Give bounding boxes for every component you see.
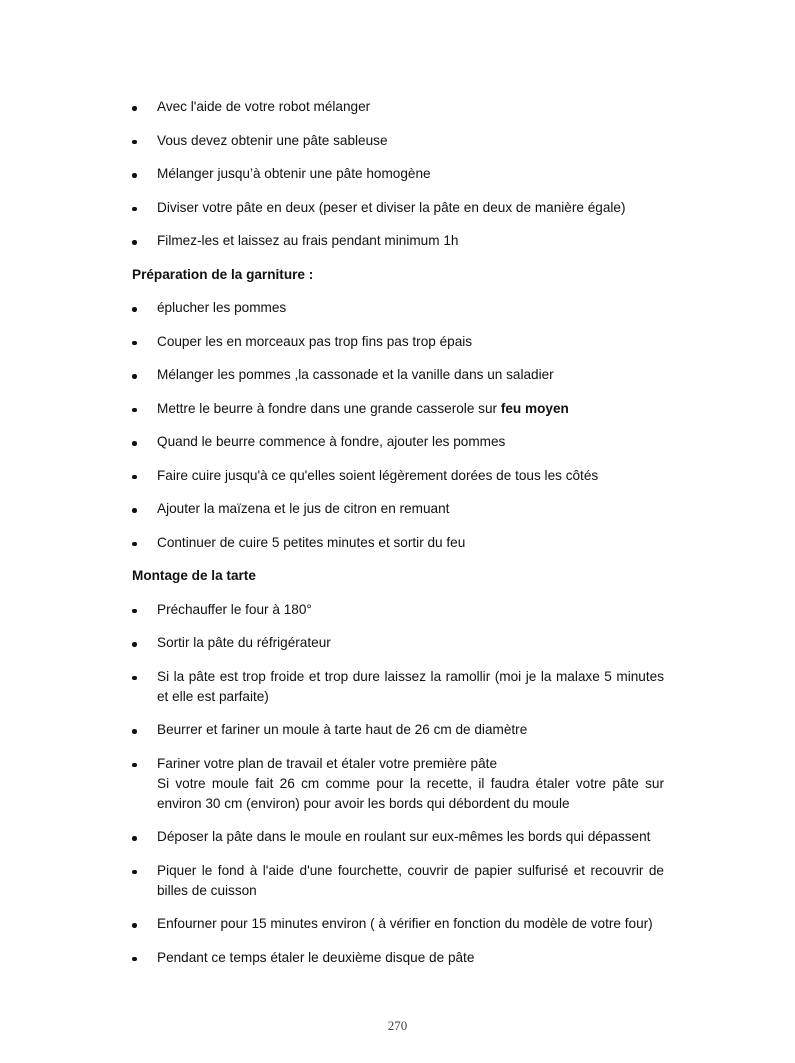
list-item: Faire cuire jusqu'à ce qu'elles soient légèrement dorées de tous les côtés — [132, 466, 664, 486]
section-heading-montage: Montage de la tarte — [132, 568, 256, 583]
bullet-icon — [132, 173, 137, 178]
bullet-icon — [132, 542, 137, 547]
bullet-icon — [132, 475, 137, 480]
list-item: éplucher les pommes — [132, 298, 664, 318]
list-item: Couper les en morceaux pas trop fins pas trop épais — [132, 332, 664, 352]
page-content — [132, 97, 664, 981]
list-item: Pendant ce temps étaler le deuxième disque de pâte — [132, 948, 664, 968]
emphasis-text: feu moyen — [500, 400, 569, 416]
bullet-icon — [132, 508, 137, 513]
list-item: Enfourner pour 15 minutes environ ( à vérifier en fonction du modèle de votre four) — [132, 914, 664, 934]
list-item: Continuer de cuire 5 petites minutes et sortir du feu — [132, 533, 664, 553]
page-number: 270 — [387, 1018, 408, 1033]
list-item: Vous devez obtenir une pâte sableuse — [132, 131, 664, 151]
bullet-icon — [132, 106, 137, 111]
bullet-icon — [132, 240, 137, 245]
list-item: Filmez-les et laissez au frais pendant minimum 1h — [132, 231, 664, 251]
list-item: Mélanger les pommes ,la cassonade et la vanille dans un saladier — [132, 365, 664, 385]
bullet-icon — [132, 642, 137, 647]
list-item: Piquer le fond à l'aide d'une fourchette, couvrir de papier sulfurisé et recouvrir de billes de cuisson — [132, 861, 664, 901]
bullet-icon — [132, 408, 137, 413]
section-2-list — [132, 298, 664, 553]
bullet-icon — [132, 441, 137, 446]
bullet-icon — [132, 870, 137, 875]
bullet-icon — [132, 676, 137, 681]
list-item: Beurrer et fariner un moule à tarte haut de 26 cm de diamètre — [132, 720, 664, 740]
bullet-icon — [132, 729, 137, 734]
list-item: Mélanger jusqu’à obtenir une pâte homogène — [132, 164, 664, 184]
section-1-list — [132, 97, 664, 251]
bullet-icon — [132, 207, 137, 212]
section-3-list — [132, 600, 664, 968]
list-item: Déposer la pâte dans le moule en roulant sur eux-mêmes les bords qui dépassent — [132, 827, 664, 847]
bullet-icon — [132, 307, 137, 312]
list-item: Fariner votre plan de travail et étaler votre première pâte Si votre moule fait 26 cm comme pour la recette, il faudra étaler votre pâte sur environ 30 cm (environ) pour avoir les bords qui débordent du moule — [132, 754, 664, 814]
bullet-icon — [132, 374, 137, 379]
list-item: Ajouter la maïzena et le jus de citron en remuant — [132, 499, 664, 519]
list-item: Quand le beurre commence à fondre, ajouter les pommes — [132, 432, 664, 452]
list-item: Si la pâte est trop froide et trop dure laissez la ramollir (moi je la malaxe 5 minutes et elle est parfaite) — [132, 667, 664, 707]
bullet-icon — [132, 609, 137, 614]
list-item: Sortir la pâte du réfrigérateur — [132, 633, 664, 653]
list-item: Avec l'aide de votre robot mélanger — [132, 97, 664, 117]
bullet-icon — [132, 763, 137, 768]
bullet-icon — [132, 923, 137, 928]
list-item: Mettre le beurre à fondre dans une grande casserole sur feu moyen — [132, 399, 664, 419]
bullet-icon — [132, 140, 137, 145]
list-item: Diviser votre pâte en deux (peser et diviser la pâte en deux de manière égale) — [132, 198, 664, 218]
list-item: Préchauffer le four à 180° — [132, 600, 664, 620]
bullet-icon — [132, 957, 137, 962]
section-heading-garniture: Préparation de la garniture : — [132, 266, 314, 282]
bullet-icon — [132, 341, 137, 346]
bullet-icon — [132, 836, 137, 841]
